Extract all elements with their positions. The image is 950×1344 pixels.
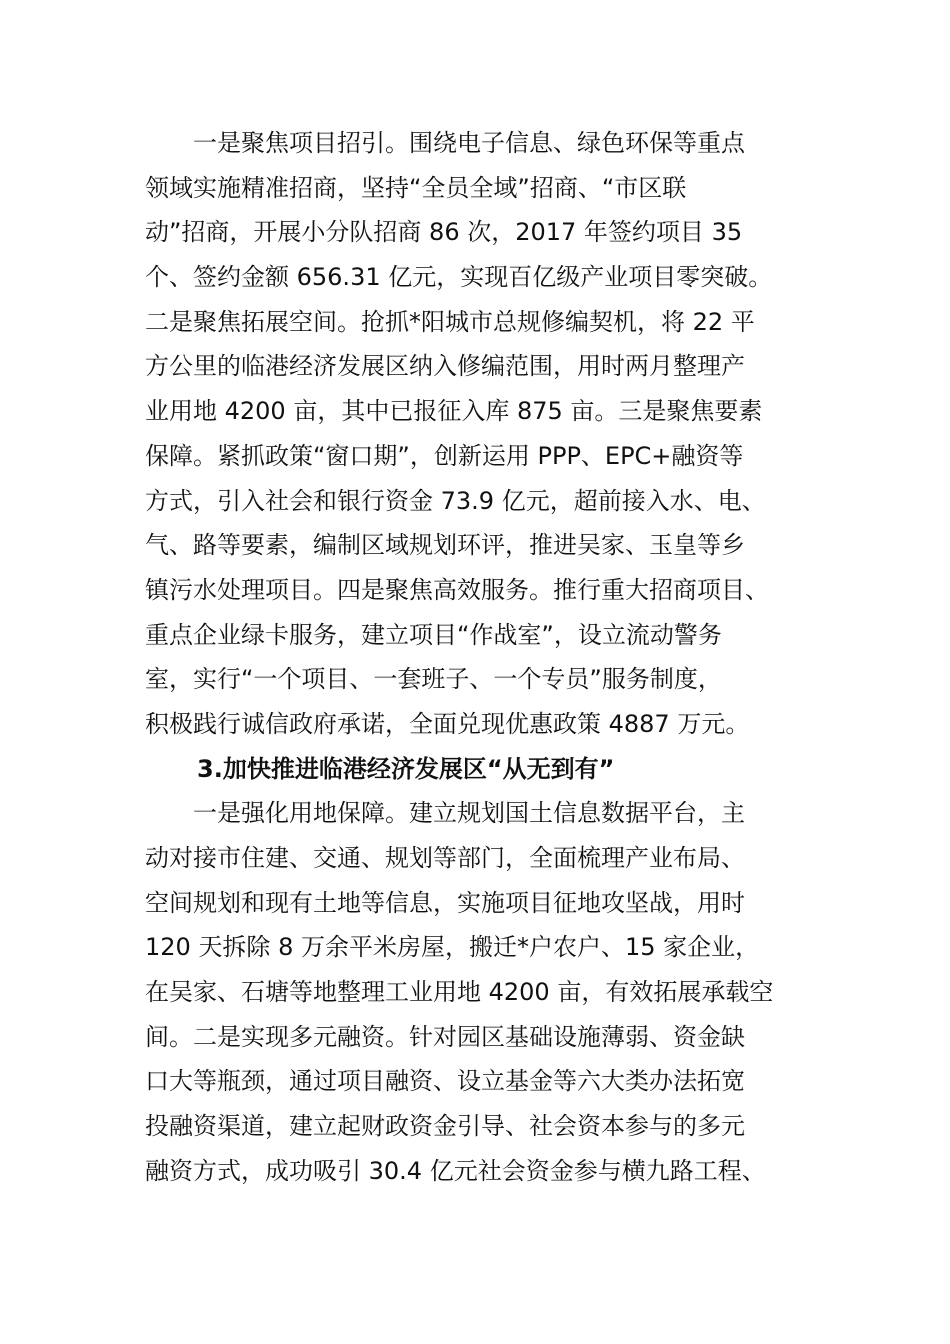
paragraph-line: 室，实行“一个项目、一套班子、一个专员”服务制度， (145, 665, 722, 694)
paragraph-line: 二是聚焦拓展空间。抢抓*阳城市总规修编契机，将 22 平 (145, 307, 755, 336)
paragraph-line: 间。二是实现多元融资。针对园区基础设施薄弱、资金缺 (145, 1022, 745, 1051)
paragraph-line: 动”招商，开展小分队招商 86 次，2017 年签约项目 35 (145, 218, 743, 247)
section-heading: 3.加快推进临港经济发展区“从无到有” (197, 754, 615, 783)
paragraph-line: 气、路等要素，编制区域规划环评，推进吴家、玉皇等乡 (145, 531, 745, 560)
body-text (145, 121, 817, 1194)
paragraph-line: 口大等瓶颈，通过项目融资、设立基金等六大类办法拓宽 (145, 1067, 745, 1096)
paragraph-line: 空间规划和现有土地等信息，实施项目征地攻坚战，用时 (145, 888, 745, 917)
paragraph-line: 一是聚焦项目招引。围绕电子信息、绿色环保等重点 (193, 129, 745, 157)
paragraph-line: 120 天拆除 8 万余平米房屋，搬迁*户农户、15 家企业， (145, 933, 760, 962)
paragraph-line: 融资方式，成功吸引 30.4 亿元社会资金参与横九路工程、 (145, 1156, 766, 1185)
paragraph-line: 个、签约金额 656.31 亿元，实现百亿级产业项目零突破。 (145, 263, 773, 292)
paragraph-line: 一是强化用地保障。建立规划国土信息数据平台，主 (193, 799, 745, 828)
paragraph-line: 业用地 4200 亩，其中已报征入库 875 亩。三是聚焦要素 (145, 397, 763, 426)
paragraph-line: 重点企业绿卡服务，建立项目“作战室”，设立流动警务 (145, 620, 722, 649)
paragraph-line: 积极践行诚信政府承诺，全面兑现优惠政策 4887 万元。 (145, 709, 750, 738)
paragraph-line: 保障。紧抓政策“窗口期”，创新运用 PPP、EPC+融资等 (145, 441, 744, 470)
paragraph-line: 在吴家、石塘等地整理工业用地 4200 亩，有效拓展承载空 (145, 978, 774, 1007)
paragraph-line: 动对接市住建、交通、规划等部门，全面梳理产业布局、 (145, 844, 745, 872)
paragraph-line: 镇污水处理项目。四是聚焦高效服务。推行重大招商项目、 (145, 575, 769, 604)
paragraph-line: 投融资渠道，建立起财政资金引导、社会资本参与的多元 (145, 1112, 745, 1141)
paragraph-line: 领域实施精准招商，坚持“全员全域”招商、“市区联 (145, 173, 687, 202)
paragraph-line: 方公里的临港经济发展区纳入修编范围，用时两月整理产 (145, 352, 745, 381)
paragraph-line: 方式，引入社会和银行资金 73.9 亿元，超前接入水、电、 (145, 486, 766, 515)
